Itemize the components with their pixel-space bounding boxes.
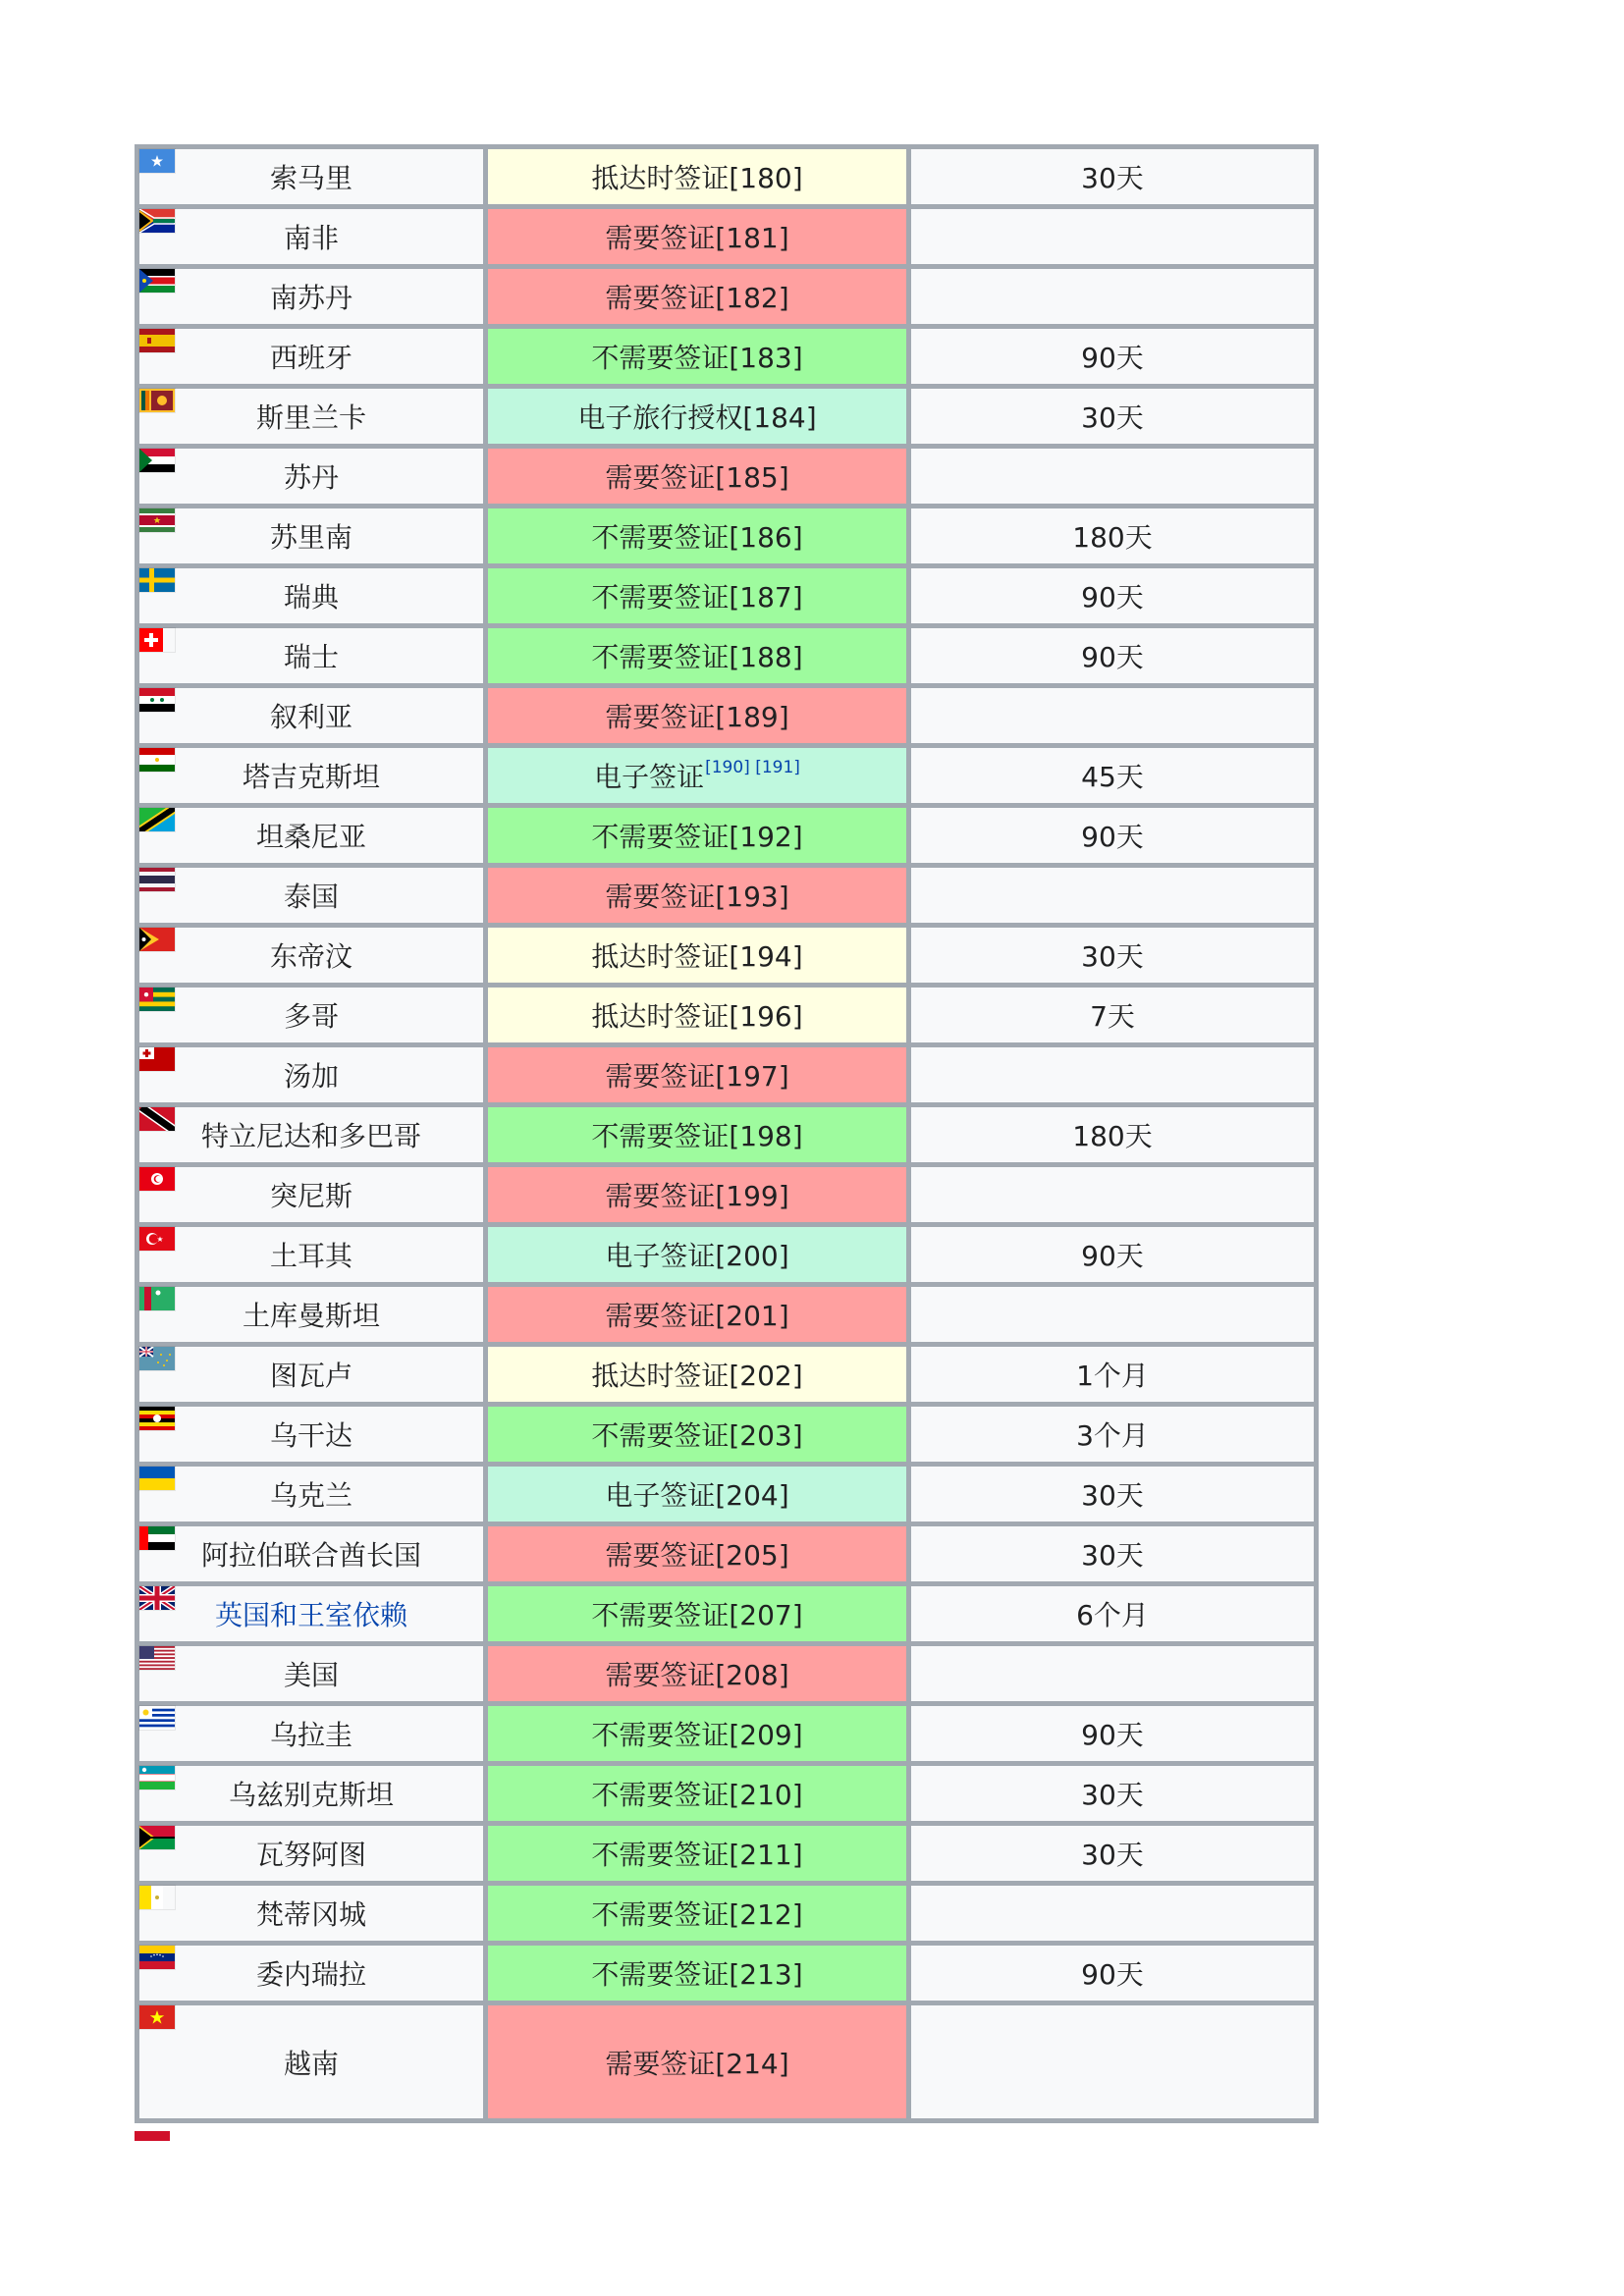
- south-sudan-flag-icon: [139, 269, 175, 293]
- allowed-stay-text: 7天: [1090, 1000, 1135, 1033]
- visa-requirement-text: 抵达时签证[180]: [591, 162, 803, 194]
- allowed-stay-cell: [911, 1526, 1314, 1581]
- allowed-stay-cell: [911, 868, 1314, 923]
- country-cell: [139, 928, 483, 983]
- country-cell: [139, 2005, 483, 2118]
- allowed-stay-cell: [911, 988, 1314, 1042]
- country-name: 坦桑尼亚: [255, 821, 366, 853]
- visa-requirement-cell: [488, 928, 906, 983]
- visa-requirement-text: 电子签证[204]: [605, 1479, 789, 1512]
- allowed-stay-cell: [911, 1586, 1314, 1641]
- uk-flag-icon: [139, 1586, 175, 1610]
- country-cell: [139, 508, 483, 563]
- visa-requirement-cell: [488, 1407, 906, 1462]
- table-row: [139, 2005, 1314, 2118]
- country-name: 西班牙: [269, 342, 352, 374]
- country-name: 乌拉圭: [269, 1719, 352, 1751]
- allowed-stay-text: 1个月: [1076, 1360, 1149, 1392]
- visa-requirement-text: 不需要签证[203]: [591, 1419, 803, 1452]
- country-name: 乌兹别克斯坦: [228, 1779, 394, 1811]
- visa-requirement-cell: [488, 329, 906, 384]
- vatican-flag-icon: [139, 1886, 175, 1909]
- allowed-stay-text: 90天: [1081, 641, 1144, 673]
- visa-requirement-text: 需要签证[189]: [605, 701, 789, 733]
- south-africa-flag-icon: [139, 209, 175, 233]
- country-cell: [139, 269, 483, 324]
- allowed-stay-text: 90天: [1081, 821, 1144, 853]
- visa-requirement-cell: [488, 1526, 906, 1581]
- country-name: 土库曼斯坦: [242, 1300, 380, 1332]
- visa-requirement-cell: [488, 1227, 906, 1282]
- visa-requirement-cell: [488, 449, 906, 504]
- country-name: 斯里兰卡: [255, 401, 366, 434]
- table-row: [139, 1407, 1314, 1462]
- allowed-stay-cell: [911, 209, 1314, 264]
- country-name: 越南: [283, 2047, 339, 2080]
- country-name: 美国: [283, 1659, 339, 1691]
- country-name: 瓦努阿图: [255, 1839, 366, 1871]
- vanuatu-flag-icon: [139, 1826, 175, 1849]
- tonga-flag-icon: [139, 1047, 175, 1071]
- country-cell: [139, 688, 483, 743]
- usa-flag-icon: [139, 1646, 175, 1670]
- turkmenistan-flag-icon: [139, 1287, 175, 1310]
- vietnam-flag-icon: [139, 2005, 175, 2029]
- visa-requirement-text: 需要签证[181]: [605, 222, 789, 254]
- country-cell: [139, 568, 483, 623]
- allowed-stay-text: 90天: [1081, 581, 1144, 614]
- tanzania-flag-icon: [139, 808, 175, 831]
- table-row: [139, 449, 1314, 504]
- sri-lanka-flag-icon: [139, 389, 175, 412]
- allowed-stay-cell: [911, 688, 1314, 743]
- visa-requirement-cell: [488, 1766, 906, 1821]
- visa-requirement-text: 电子签证: [594, 761, 705, 793]
- visa-requirement-cell: [488, 1826, 906, 1881]
- country-name: 乌干达: [269, 1419, 352, 1452]
- tajikistan-flag-icon: [139, 748, 175, 772]
- visa-requirement-cell: [488, 1886, 906, 1941]
- country-cell: [139, 1107, 483, 1162]
- visa-requirement-text: 不需要签证[192]: [591, 821, 803, 853]
- visa-requirement-cell: [488, 2005, 906, 2118]
- table-row: [139, 1467, 1314, 1522]
- visa-requirement-cell: [488, 508, 906, 563]
- togo-flag-icon: [139, 988, 175, 1011]
- allowed-stay-text: 30天: [1081, 1779, 1144, 1811]
- country-cell: [139, 1766, 483, 1821]
- allowed-stay-text: 30天: [1081, 1539, 1144, 1572]
- visa-requirement-text: 需要签证[205]: [605, 1539, 789, 1572]
- table-body: [139, 149, 1314, 2118]
- country-cell: [139, 748, 483, 803]
- table-row: [139, 1526, 1314, 1581]
- allowed-stay-text: 90天: [1081, 1719, 1144, 1751]
- table-row: [139, 688, 1314, 743]
- uruguay-flag-icon: [139, 1706, 175, 1730]
- allowed-stay-text: 180天: [1072, 521, 1153, 554]
- allowed-stay-cell: [911, 1047, 1314, 1102]
- allowed-stay-cell: [911, 1167, 1314, 1222]
- country-cell: [139, 1646, 483, 1701]
- visa-requirement-text: 不需要签证[212]: [591, 1898, 803, 1931]
- table-row: [139, 1826, 1314, 1881]
- allowed-stay-text: 90天: [1081, 1958, 1144, 1991]
- sudan-flag-icon: [139, 449, 175, 472]
- visa-requirement-text: 需要签证[208]: [605, 1659, 789, 1691]
- visa-requirement-text: 不需要签证[207]: [591, 1599, 803, 1631]
- country-link[interactable]: 英国和王室依赖: [214, 1599, 407, 1631]
- visa-requirement-cell: [488, 1107, 906, 1162]
- table-row: [139, 269, 1314, 324]
- table-row: [139, 1946, 1314, 2001]
- allowed-stay-cell: [911, 1347, 1314, 1402]
- visa-requirement-text: 不需要签证[188]: [591, 641, 803, 673]
- trinidad-flag-icon: [139, 1107, 175, 1131]
- country-cell: [139, 1047, 483, 1102]
- allowed-stay-cell: [911, 748, 1314, 803]
- suriname-flag-icon: [139, 508, 175, 532]
- country-cell: [139, 1886, 483, 1941]
- table-row: [139, 1646, 1314, 1701]
- table-row: [139, 568, 1314, 623]
- country-cell: [139, 1526, 483, 1581]
- turkey-flag-icon: [139, 1227, 175, 1251]
- country-name: 土耳其: [269, 1240, 352, 1272]
- country-name: 梵蒂冈城: [255, 1898, 366, 1931]
- country-cell: [139, 988, 483, 1042]
- visa-requirement-text: 需要签证[214]: [605, 2047, 789, 2080]
- country-cell: [139, 149, 483, 204]
- syria-flag-icon: [139, 688, 175, 712]
- table-row: [139, 748, 1314, 803]
- allowed-stay-cell: [911, 1107, 1314, 1162]
- country-cell: [139, 1347, 483, 1402]
- visa-requirement-text: 需要签证[185]: [605, 461, 789, 494]
- visa-requirement-cell: [488, 1167, 906, 1222]
- table-row: [139, 628, 1314, 683]
- visa-requirement-cell: [488, 1467, 906, 1522]
- visa-requirement-cell: [488, 628, 906, 683]
- visa-requirement-cell: [488, 688, 906, 743]
- country-name: 索马里: [269, 162, 352, 194]
- table-row: [139, 209, 1314, 264]
- east-timor-flag-icon: [139, 928, 175, 951]
- table-row: [139, 1706, 1314, 1761]
- allowed-stay-cell: [911, 1946, 1314, 2001]
- uganda-flag-icon: [139, 1407, 175, 1430]
- visa-requirement-text: 不需要签证[209]: [591, 1719, 803, 1751]
- country-cell: [139, 1467, 483, 1522]
- switzerland-flag-icon: [139, 628, 175, 652]
- table-row: [139, 808, 1314, 863]
- country-cell: [139, 1586, 483, 1641]
- allowed-stay-cell: [911, 928, 1314, 983]
- allowed-stay-cell: [911, 269, 1314, 324]
- allowed-stay-text: 30天: [1081, 401, 1144, 434]
- allowed-stay-text: 3个月: [1076, 1419, 1149, 1452]
- country-name: 阿拉伯联合酋长国: [200, 1539, 421, 1572]
- country-cell: [139, 1826, 483, 1881]
- country-cell: [139, 1946, 483, 2001]
- tuvalu-flag-icon: [139, 1347, 175, 1370]
- allowed-stay-cell: [911, 628, 1314, 683]
- allowed-stay-cell: [911, 568, 1314, 623]
- allowed-stay-cell: [911, 329, 1314, 384]
- table-row: [139, 1227, 1314, 1282]
- visa-requirement-cell: [488, 1287, 906, 1342]
- visa-requirement-text: 不需要签证[211]: [591, 1839, 803, 1871]
- visa-requirement-text: 抵达时签证[194]: [591, 940, 803, 973]
- allowed-stay-cell: [911, 1766, 1314, 1821]
- country-cell: [139, 329, 483, 384]
- visa-requirement-cell: [488, 149, 906, 204]
- uae-flag-icon: [139, 1526, 175, 1550]
- uzbekistan-flag-icon: [139, 1766, 175, 1789]
- allowed-stay-cell: [911, 1407, 1314, 1462]
- visa-requirement-cell: [488, 748, 906, 803]
- country-name: 乌克兰: [269, 1479, 352, 1512]
- allowed-stay-text: 30天: [1081, 1839, 1144, 1871]
- country-name: 多哥: [283, 1000, 339, 1033]
- visa-requirement-text: 抵达时签证[196]: [591, 1000, 803, 1033]
- table-row: [139, 329, 1314, 384]
- allowed-stay-text: 90天: [1081, 342, 1144, 374]
- visa-requirement-text: 不需要签证[186]: [591, 521, 803, 554]
- table-row: [139, 1886, 1314, 1941]
- country-cell: [139, 449, 483, 504]
- country-name: 东帝汶: [269, 940, 352, 973]
- country-name: 汤加: [283, 1060, 339, 1093]
- country-cell: [139, 628, 483, 683]
- allowed-stay-cell: [911, 149, 1314, 204]
- visa-requirement-cell: [488, 1586, 906, 1641]
- allowed-stay-cell: [911, 508, 1314, 563]
- country-name: 泰国: [283, 881, 339, 913]
- tunisia-flag-icon: [139, 1167, 175, 1191]
- citation-link[interactable]: [190] [191]: [705, 758, 800, 777]
- visa-requirement-text: 抵达时签证[202]: [591, 1360, 803, 1392]
- visa-requirement-text: 不需要签证[198]: [591, 1120, 803, 1152]
- visa-requirement-text: 需要签证[193]: [605, 881, 789, 913]
- allowed-stay-cell: [911, 1227, 1314, 1282]
- visa-requirement-cell: [488, 1646, 906, 1701]
- visa-requirement-cell: [488, 568, 906, 623]
- country-cell: [139, 808, 483, 863]
- allowed-stay-cell: [911, 1287, 1314, 1342]
- country-name: 南非: [283, 222, 339, 254]
- country-name: 塔吉克斯坦: [242, 761, 380, 793]
- allowed-stay-cell: [911, 1646, 1314, 1701]
- country-name: 瑞士: [283, 641, 339, 673]
- ukraine-flag-icon: [139, 1467, 175, 1490]
- thailand-flag-icon: [139, 868, 175, 891]
- venezuela-flag-icon: [139, 1946, 175, 1969]
- sweden-flag-icon: [139, 568, 175, 592]
- table-row: [139, 1347, 1314, 1402]
- visa-requirement-text: 不需要签证[187]: [591, 581, 803, 614]
- visa-requirement-cell: [488, 1347, 906, 1402]
- allowed-stay-text: 6个月: [1076, 1599, 1149, 1631]
- visa-requirement-cell: [488, 269, 906, 324]
- visa-requirement-text: 电子旅行授权[184]: [577, 401, 817, 434]
- allowed-stay-text: 45天: [1081, 761, 1144, 793]
- visa-requirement-text: 不需要签证[183]: [591, 342, 803, 374]
- allowed-stay-cell: [911, 1467, 1314, 1522]
- table-row: [139, 1287, 1314, 1342]
- country-cell: [139, 389, 483, 444]
- table-row: [139, 1586, 1314, 1641]
- table-row: [139, 1766, 1314, 1821]
- allowed-stay-text: 30天: [1081, 162, 1144, 194]
- country-cell: [139, 1167, 483, 1222]
- spain-flag-icon: [139, 329, 175, 352]
- table-row: [139, 389, 1314, 444]
- country-cell: [139, 1287, 483, 1342]
- visa-requirement-cell: [488, 209, 906, 264]
- country-name: 苏里南: [269, 521, 352, 554]
- zambia-flag-icon: [135, 2131, 170, 2141]
- country-name: 南苏丹: [269, 282, 352, 314]
- visa-requirement-cell: [488, 868, 906, 923]
- visa-requirement-text: 需要签证[182]: [605, 282, 789, 314]
- visa-requirement-cell: [488, 1946, 906, 2001]
- table-row: [139, 149, 1314, 204]
- visa-requirement-text: 需要签证[197]: [605, 1060, 789, 1093]
- table-row: [139, 508, 1314, 563]
- allowed-stay-cell: [911, 449, 1314, 504]
- country-cell: [139, 1407, 483, 1462]
- table-row: [139, 1047, 1314, 1102]
- country-cell: [139, 1706, 483, 1761]
- country-name: 苏丹: [283, 461, 339, 494]
- allowed-stay-cell: [911, 389, 1314, 444]
- visa-requirement-cell: [488, 1047, 906, 1102]
- visa-requirement-cell: [488, 808, 906, 863]
- allowed-stay-cell: [911, 1706, 1314, 1761]
- allowed-stay-cell: [911, 1826, 1314, 1881]
- allowed-stay-text: 30天: [1081, 940, 1144, 973]
- table-row: [139, 868, 1314, 923]
- table-row: [139, 988, 1314, 1042]
- somalia-flag-icon: [139, 149, 175, 173]
- country-name: 特立尼达和多巴哥: [200, 1120, 421, 1152]
- country-cell: [139, 209, 483, 264]
- country-name: 叙利亚: [269, 701, 352, 733]
- country-name: 图瓦卢: [269, 1360, 352, 1392]
- allowed-stay-text: 90天: [1081, 1240, 1144, 1272]
- visa-requirement-text: 需要签证[201]: [605, 1300, 789, 1332]
- visa-requirement-cell: [488, 988, 906, 1042]
- country-cell: [139, 868, 483, 923]
- allowed-stay-text: 30天: [1081, 1479, 1144, 1512]
- table-row: [139, 1167, 1314, 1222]
- visa-requirement-text: 不需要签证[210]: [591, 1779, 803, 1811]
- country-name: 委内瑞拉: [255, 1958, 366, 1991]
- allowed-stay-text: 180天: [1072, 1120, 1153, 1152]
- allowed-stay-cell: [911, 808, 1314, 863]
- country-cell: [139, 1227, 483, 1282]
- country-name: 突尼斯: [269, 1180, 352, 1212]
- visa-requirement-text: 需要签证[199]: [605, 1180, 789, 1212]
- visa-requirement-text: 电子签证[200]: [605, 1240, 789, 1272]
- table-row: [139, 1107, 1314, 1162]
- table-row: [139, 928, 1314, 983]
- allowed-stay-cell: [911, 2005, 1314, 2118]
- visa-requirements-table: [135, 144, 1319, 2123]
- allowed-stay-cell: [911, 1886, 1314, 1941]
- visa-requirement-cell: [488, 389, 906, 444]
- visa-requirement-text: 不需要签证[213]: [591, 1958, 803, 1991]
- visa-requirement-cell: [488, 1706, 906, 1761]
- country-name: 瑞典: [283, 581, 339, 614]
